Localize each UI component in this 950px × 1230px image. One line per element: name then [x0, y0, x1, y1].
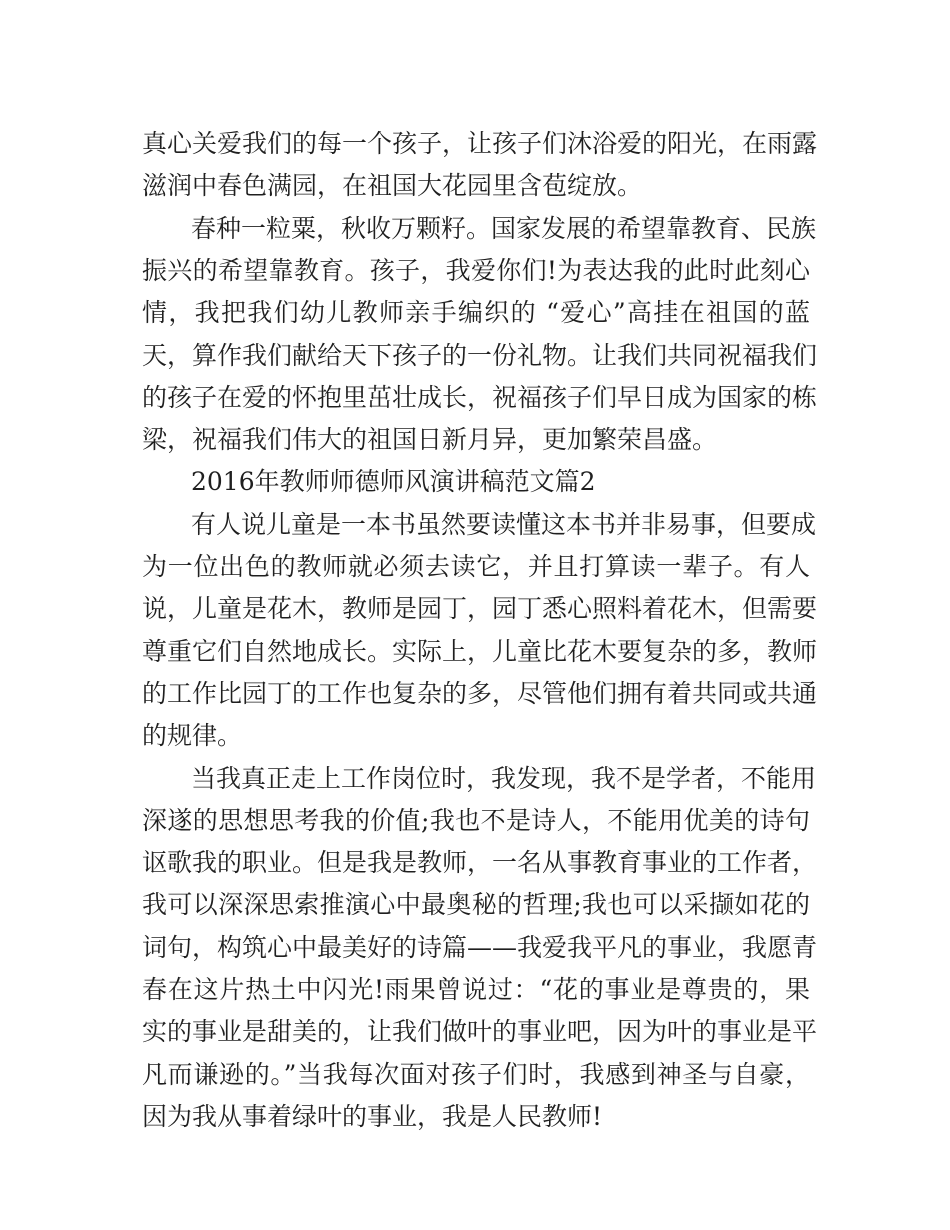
text-line: 振兴的希望靠教育。孩子，我爱你们!为表达我的此时此刻心	[142, 255, 811, 285]
text-line: 词句，构筑心中最美好的诗篇——我爱我平凡的事业，我愿青	[142, 932, 818, 962]
text-line: 凡而谦逊的。”当我每次面对孩子们时，我感到神圣与自豪，	[142, 1059, 811, 1089]
section-heading: 2016年教师师德师风演讲稿范文篇2	[191, 467, 596, 497]
text-line: 因为我从事着绿叶的事业，我是人民教师!	[142, 1101, 603, 1131]
text-line: 实的事业是甜美的，让我们做叶的事业吧，因为叶的事业是平	[142, 1017, 818, 1047]
text-line: 深遂的思想思考我的价值;我也不是诗人，不能用优美的诗句	[142, 805, 811, 835]
text-line: 为一位出色的教师就必须去读它，并且打算读一辈子。有人	[142, 552, 811, 581]
text-line: 当我真正走上工作岗位时，我发现，我不是学者，不能用	[191, 763, 817, 793]
text-line: 真心关爱我们的每一个孩子，让孩子们沐浴爱的阳光，在雨露	[142, 129, 818, 158]
text-line: 的孩子在爱的怀抱里茁壮成长，祝福孩子们早日成为国家的栋	[142, 382, 818, 412]
text-line: 我可以深深思索推演心中最奥秘的哲理;我也可以采撷如花的	[142, 890, 811, 920]
text-line: 天，算作我们献给天下孩子的一份礼物。让我们共同祝福我们	[142, 340, 818, 370]
text-line: 滋润中春色满园，在祖国大花园里含苞绽放。	[142, 171, 643, 201]
text-line: 梁，祝福我们伟大的祖国日新月异，更加繁荣昌盛。	[142, 425, 718, 455]
text-line: 春种一粒粟，秋收万颗籽。国家发展的希望靠教育、民族	[191, 213, 817, 243]
text-line: 尊重它们自然地成长。实际上，儿童比花木要复杂的多，教师	[142, 636, 818, 666]
text-line: 的规律。	[142, 721, 243, 751]
text-line: 有人说儿童是一本书虽然要读懂这本书并非易事，但要成	[191, 509, 817, 539]
text-line: 说，儿童是花木，教师是园丁，园丁悉心照料着花木，但需要	[142, 594, 818, 624]
text-line: 情，我把我们幼儿教师亲手编织的 “爱心”高挂在祖国的蓝	[142, 298, 812, 328]
text-line: 春在这片热土中闪光!雨果曾说过：“花的事业是尊贵的，果	[142, 975, 811, 1004]
text-line: 的工作比园丁的工作也复杂的多，尽管他们拥有着共同或共通	[142, 678, 818, 708]
text-line: 讴歌我的职业。但是我是教师，一名从事教育事业的工作者，	[142, 848, 818, 878]
